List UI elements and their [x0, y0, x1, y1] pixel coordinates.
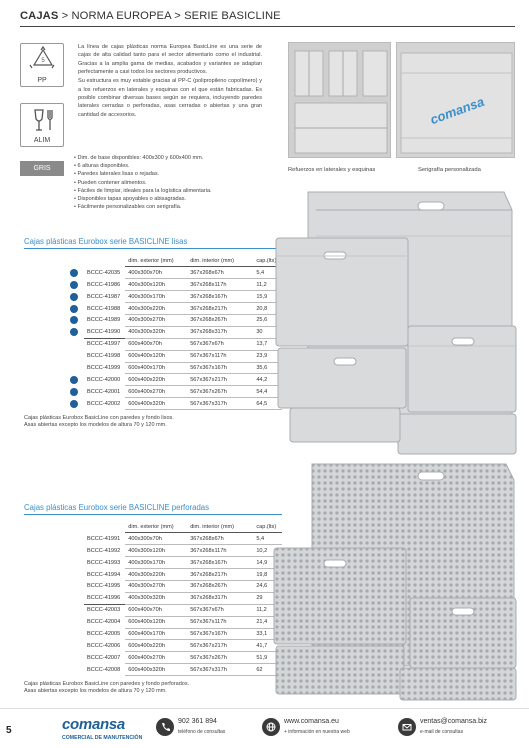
reference-cell: BCCC-41986 — [84, 279, 125, 291]
pp-recycle-badge — [20, 43, 64, 87]
website-link[interactable]: www.comansa.eu — [284, 718, 339, 725]
column-header: dim. exterior (mm) — [125, 255, 187, 267]
feature-item: • Paredes laterales lisas o rejadas. — [74, 170, 274, 178]
stock-badge-icon — [70, 328, 78, 336]
reference-cell: BCCC-41994 — [87, 571, 121, 578]
reference-cell: BCCC-42000 — [84, 374, 125, 386]
smooth-crates-table — [84, 255, 282, 410]
table-cell: 24,6 — [253, 580, 282, 592]
table-row — [84, 386, 282, 398]
table-cell: 567x367x267h — [187, 652, 253, 664]
table-row — [84, 616, 282, 628]
intro-paragraph: La línea de cajas plásticas norma Europea BasicLine es una serie de cajas de alta calidad tanto para el sector alimentario como el industrial. Gracias a la amplia gama de medias, acabados y variantes se adaptan perfectamente a casi todos los sectores productivos. — [78, 44, 262, 76]
table-cell: 367x268x217h — [187, 303, 253, 315]
table-cell: 400x300x70h — [125, 267, 187, 279]
reference-cell: BCCC-42004 — [87, 619, 121, 626]
table-cell: 400x300x170h — [125, 291, 187, 303]
table-cell: 600x400x120h — [125, 616, 187, 628]
table-cell: 367x268x217h — [187, 569, 253, 581]
page-footer — [0, 708, 529, 748]
table-cell: 11,2 — [253, 279, 282, 291]
table-cell: 400x300x270h — [125, 314, 187, 326]
table-cell: 33,1 — [253, 628, 282, 640]
header-rule — [20, 26, 515, 27]
column-header: dim. interior (mm) — [187, 521, 253, 533]
brand-tagline: COMERCIAL DE MANUTENCIÓN — [62, 735, 143, 741]
table-cell: 600x400x120h — [125, 350, 187, 362]
table-cell: 62 — [253, 664, 282, 676]
table-cell: 400x300x170h — [125, 557, 187, 569]
table-cell: 367x268x67h — [187, 267, 253, 279]
table-cell: 54,4 — [253, 386, 282, 398]
website-subtitle: + información en nuestra web — [284, 729, 350, 735]
table-cell: 567x367x317h — [187, 664, 253, 676]
smooth-crates-photo — [268, 176, 523, 476]
table-row — [84, 326, 282, 338]
breadcrumb: CAJAS > NORMA EUROPEA > SERIE BASICLINE — [20, 10, 281, 22]
table-cell: 600x400x220h — [125, 640, 187, 652]
svg-text:5: 5 — [41, 58, 45, 64]
table-row — [84, 291, 282, 303]
table-cell: 367x268x317h — [187, 592, 253, 604]
table-row — [84, 545, 282, 557]
table-cell: 567x367x317h — [187, 398, 253, 410]
brand-logo: comansa — [62, 716, 125, 733]
reference-cell: BCCC-41998 — [87, 353, 121, 360]
table-cell: 367x268x167h — [187, 557, 253, 569]
reference-cell: BCCC-42002 — [84, 398, 125, 410]
note-line: Cajas plásticas Eurobox BasicLine con paredes y fondo perforados. — [24, 681, 190, 688]
table-cell: 367x268x317h — [187, 326, 253, 338]
table-cell: 567x367x217h — [187, 640, 253, 652]
smooth-crates-section — [24, 237, 282, 429]
table-cell: 400x300x270h — [125, 580, 187, 592]
table-cell: 10,2 — [253, 545, 282, 557]
table-cell: 367x268x67h — [187, 533, 253, 545]
reference-cell: BCCC-41991 — [87, 535, 121, 542]
table-row — [84, 398, 282, 410]
reference-cell: BCCC-42003 — [84, 604, 125, 616]
column-header: dim. exterior (mm) — [125, 521, 187, 533]
table-cell: 19,8 — [253, 569, 282, 581]
alim-label: ALIM — [33, 137, 51, 144]
table-row — [84, 652, 282, 664]
serigraphy-photo — [396, 42, 515, 158]
table-cell: 567x367x117h — [187, 616, 253, 628]
email-link[interactable]: ventas@comansa.biz — [420, 718, 488, 725]
table-cell: 400x300x120h — [125, 545, 187, 557]
stock-badge-icon — [70, 281, 78, 289]
table-cell: 367x268x267h — [187, 314, 253, 326]
table-row — [84, 580, 282, 592]
table-cell: 400x300x320h — [125, 592, 187, 604]
table-cell: 600x400x270h — [125, 386, 187, 398]
alim-badge — [20, 103, 64, 147]
reference-cell: BCCC-41999 — [87, 364, 121, 371]
table-cell: 15,9 — [253, 291, 282, 303]
table-cell: 567x367x217h — [187, 374, 253, 386]
intro-text — [78, 43, 262, 120]
table-row — [84, 569, 282, 581]
table-row — [84, 604, 282, 616]
reference-cell: BCCC-41996 — [87, 595, 121, 602]
table-row — [84, 628, 282, 640]
table-row — [84, 314, 282, 326]
table-cell: 600x400x320h — [125, 398, 187, 410]
table-cell: 30 — [253, 326, 282, 338]
feature-item: • Fáciles de limpiar, ideales para la logística alimentaria. — [74, 187, 274, 195]
reference-cell: BCCC-42035 — [84, 267, 125, 279]
section-title: Cajas plásticas Eurobox serie BASICLINE lisas — [24, 237, 282, 249]
table-cell: 5,4 — [253, 533, 282, 545]
stock-badge-icon — [70, 376, 78, 384]
table-cell: 567x367x117h — [187, 350, 253, 362]
phone-icon — [156, 718, 174, 736]
email-subtitle: e-mail de consultas — [420, 729, 464, 735]
column-header: cap.(lts) — [253, 521, 282, 533]
pp-label: PP — [37, 77, 47, 84]
table-cell: 21,4 — [253, 616, 282, 628]
page-header — [0, 0, 529, 32]
table-cell: 567x367x267h — [187, 386, 253, 398]
table-cell: 600x400x70h — [125, 338, 187, 350]
table-cell: 367x268x267h — [187, 580, 253, 592]
phone-number[interactable]: 902 361 894 — [178, 718, 217, 725]
glass-fork-icon — [21, 104, 65, 138]
features-list — [74, 154, 274, 211]
table-cell: 41,7 — [253, 640, 282, 652]
photo-caption: Serigrafía personalizada — [418, 167, 481, 173]
table-cell: 367x268x167h — [187, 291, 253, 303]
table-cell: 11,2 — [253, 604, 282, 616]
table-cell: 567x367x67h — [187, 604, 253, 616]
color-badge: GRIS — [20, 161, 64, 176]
table-cell: 367x268x117h — [187, 545, 253, 557]
column-header: cap.(lts) — [253, 255, 282, 267]
table-row — [84, 640, 282, 652]
table-cell: 64,5 — [253, 398, 282, 410]
column-header: dim. interior (mm) — [187, 255, 253, 267]
stock-badge-icon — [70, 400, 78, 408]
table-row — [84, 374, 282, 386]
stock-badge-icon — [70, 269, 78, 277]
table-cell: 20,8 — [253, 303, 282, 315]
table-row — [84, 362, 282, 374]
table-row — [84, 557, 282, 569]
table-row — [84, 350, 282, 362]
table-row — [84, 533, 282, 545]
table-cell: 23,9 — [253, 350, 282, 362]
reference-cell: BCCC-42006 — [87, 642, 121, 649]
reference-cell: BCCC-41995 — [87, 583, 121, 590]
table-cell: 567x367x167h — [187, 362, 253, 374]
feature-item: • Disponibles tapas apoyables o abisagradas. — [74, 195, 274, 203]
reference-cell: BCCC-42001 — [84, 386, 125, 398]
feature-item: • Pueden contener alimentos. — [74, 179, 274, 187]
table-row — [84, 664, 282, 676]
table-cell: 14,9 — [253, 557, 282, 569]
table-cell: 400x300x70h — [125, 533, 187, 545]
table-cell: 567x367x67h — [187, 338, 253, 350]
table-row — [84, 267, 282, 279]
printed-logo: comansa — [428, 93, 487, 128]
table-cell: 600x400x270h — [125, 652, 187, 664]
reference-cell: BCCC-42008 — [87, 666, 121, 673]
table-cell: 400x300x120h — [125, 279, 187, 291]
table-cell: 600x400x170h — [125, 628, 187, 640]
note-line: Cajas plásticas Eurobox BasicLine con paredes y fondo lisos. — [24, 415, 174, 422]
globe-icon — [262, 718, 280, 736]
table-cell: 51,9 — [253, 652, 282, 664]
table-cell: 400x300x320h — [125, 326, 187, 338]
note-line: Asas abiertas excepto los modelos de altura 70 y 120 mm. — [24, 422, 167, 429]
reference-cell: BCCC-41997 — [84, 338, 125, 350]
reference-cell: BCCC-41988 — [84, 303, 125, 315]
perforated-crates-section — [24, 503, 282, 695]
note-line: Asas abiertas excepto los modelos de altura 70 y 120 mm. — [24, 688, 167, 695]
table-cell: 600x400x70h — [125, 604, 187, 616]
table-header-row — [84, 521, 282, 533]
reference-cell: BCCC-42005 — [87, 630, 121, 637]
section-title: Cajas plásticas Eurobox serie BASICLINE perforadas — [24, 503, 282, 515]
table-cell: 25,6 — [253, 314, 282, 326]
perforated-crates-photo — [268, 456, 523, 706]
reference-cell: BCCC-41990 — [84, 326, 125, 338]
table-note — [24, 415, 282, 429]
reinforcement-photo — [288, 42, 391, 158]
stock-badge-icon — [70, 388, 78, 396]
table-cell: 367x268x117h — [187, 279, 253, 291]
table-row — [84, 303, 282, 315]
table-cell: 600x400x320h — [125, 664, 187, 676]
photo-caption: Refuerzos en laterales y esquinas — [288, 167, 376, 173]
reference-cell: BCCC-41989 — [84, 314, 125, 326]
page-number: 5 — [6, 725, 12, 736]
reference-cell: BCCC-42007 — [87, 654, 121, 661]
intro-paragraph: Su estructura es muy estable gracias al PP-C (polipropileno copolímero) y a los refuerzos en laterales y esquinas con el que están fabricadas. Es posible combinar diversas bases según se requiera, incluyendo paredes laterales cerradas o perforadas, asas cerradas o abiertas y una gran cantidad de accesorios. — [78, 78, 262, 118]
table-cell: 35,6 — [253, 362, 282, 374]
stock-badge-icon — [70, 316, 78, 324]
reference-cell: BCCC-41992 — [87, 547, 121, 554]
table-cell: 29 — [253, 592, 282, 604]
phone-subtitle: teléfono de consultas — [178, 729, 226, 735]
stock-badge-icon — [70, 293, 78, 301]
recycle-icon — [21, 44, 65, 78]
table-cell: 567x367x167h — [187, 628, 253, 640]
table-cell: 400x300x220h — [125, 569, 187, 581]
reference-cell: BCCC-41987 — [84, 291, 125, 303]
table-cell: 400x300x220h — [125, 303, 187, 315]
table-note — [24, 681, 282, 695]
feature-item: • 6 alturas disponibles. — [74, 162, 274, 170]
reference-cell: BCCC-41993 — [87, 559, 121, 566]
table-cell: 5,4 — [253, 267, 282, 279]
table-row — [84, 592, 282, 604]
table-cell: 600x400x170h — [125, 362, 187, 374]
feature-item: • Dim. de base disponibles: 400x300 y 600x400 mm. — [74, 154, 274, 162]
table-cell: 44,2 — [253, 374, 282, 386]
mail-icon — [398, 718, 416, 736]
table-cell: 13,7 — [253, 338, 282, 350]
perforated-crates-table — [84, 521, 282, 676]
table-cell: 600x400x220h — [125, 374, 187, 386]
stock-badge-icon — [70, 305, 78, 313]
table-header-row — [84, 255, 282, 267]
feature-item: • Fácilmente personalizables con serigrafía. — [74, 203, 274, 211]
table-row — [84, 338, 282, 350]
table-row — [84, 279, 282, 291]
